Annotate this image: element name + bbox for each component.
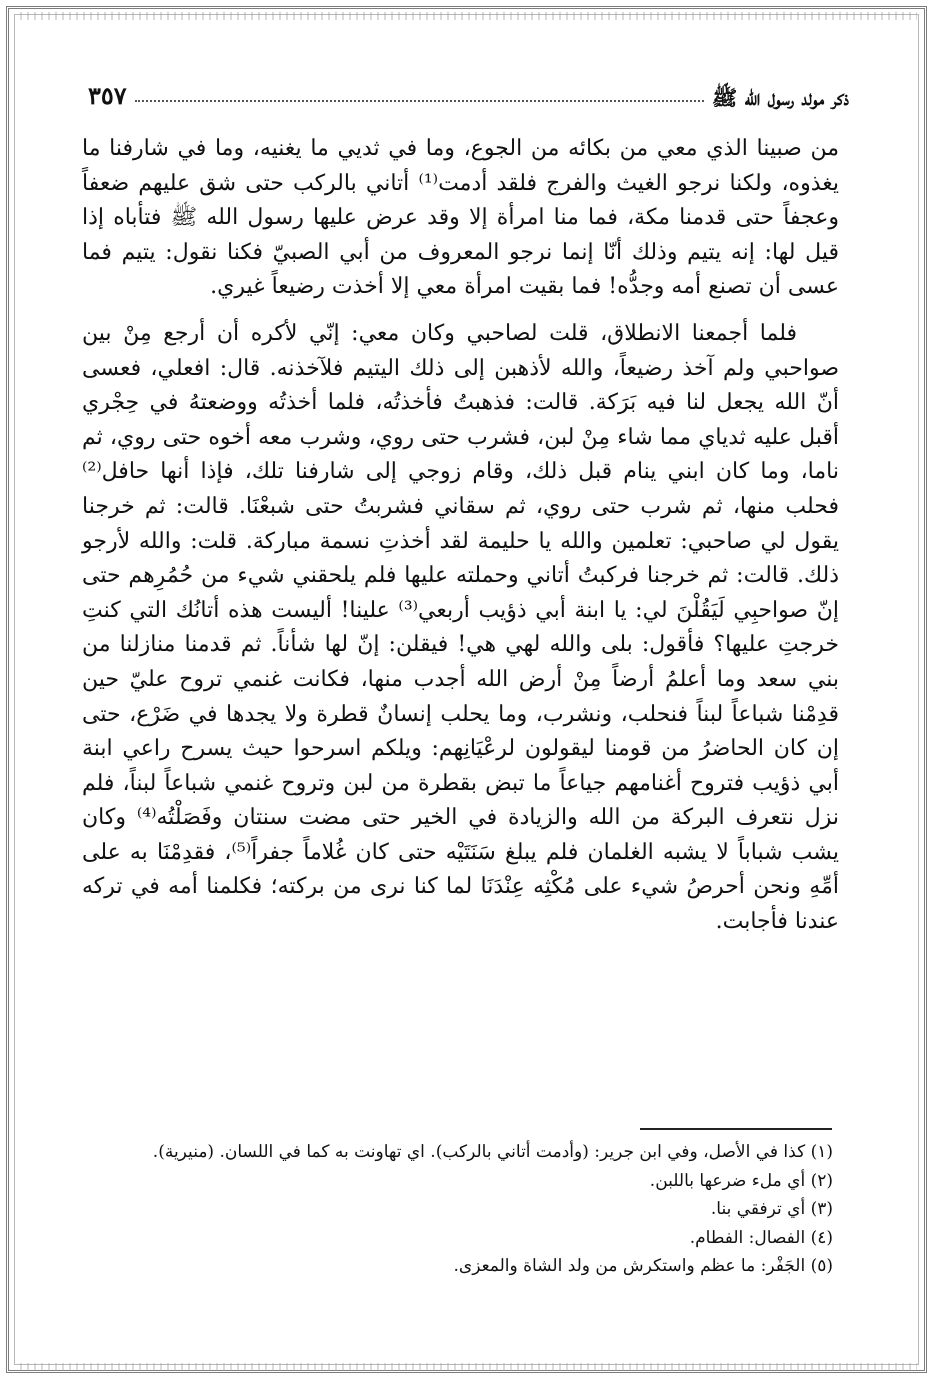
header-dotted-leader — [135, 100, 704, 102]
footnote-3: (٣) أي ترفقي بنا. — [710, 1199, 833, 1219]
footnote-1: (١) كذا في الأصل، وفي ابن جرير: (وأدمت أتاني بالركب). اي تهاونت به كما في اللسان. (منيرية). — [152, 1142, 833, 1162]
paragraph-2 — [82, 317, 839, 940]
bottom-border-ornament — [20, 1363, 917, 1371]
page-header — [88, 76, 849, 108]
paragraph-1: من صبينا الذي معي من بكائه من الجوع، وما في ثديي ما يغنيه، وما في شارفنا ما يغذوه، ولكنا نرجو الغيث والفرج فلقد أدمت⁽¹⁾ أتاني بالركب حتى شق عليهم ضعفاً وعجفاً حتى قدمنا مكة، فما منا امرأة إلا وقد عرض عليها رسول الله ﷺ فتأباه إذا قيل لها: إنه يتيم وذلك أنّا إنما نرجو المعروف من أبي الصبيّ فكنا نقول: يتيم فما عسى أن تصنع أمه وجدُّه! فما بقيت امرأة معي إلا أخذت رضيعاً غيري. — [82, 136, 839, 300]
footnote-2: (٢) أي ملء ضرعها باللبن. — [649, 1170, 833, 1191]
footnote-separator — [640, 1128, 832, 1130]
footnotes — [82, 1138, 833, 1281]
top-border-ornament — [20, 12, 917, 20]
main-text — [82, 132, 839, 940]
paragraph-2-text: فلما أجمعنا الانطلاق، قلت لصاحبي وكان معي: إنّي لأكره أن أرجع مِنْ بين صواحبي ولم آخذ رضيعاً، والله لأذهبن إلى ذلك اليتيم فلآخذنه. قال: افعلي، فعسى أنّ الله يجعل لنا فيه بَرَكة. قالت: فذهبتُ فأخذتُه، فلما أخذتُه ووضعتهُ في حِجْري أقبل عليه ثدياي مما شاء مِنْ لبن، فشرب حتى روي، وشرب معه أخوه حتى روي، ثم ناما، وما كان ابني ينام قبل ذلك، وقام زوجي إلى شارفنا تلك، فإذا أنها حافل⁽²⁾ فحلب منها، ثم شرب حتى روي، ثم سقاني فشربتُ حتى شبعْنَا. قالت: ثم خرجنا يقول لي صاحبي: تعلمين والله يا حليمة لقد أخذتِ نسمة مباركة. قلت: والله لأرجو ذلك. قالت: ثم خرجنا فركبتُ أتاني وحملته عليها فلم يلحقني شيء من حُمُرِهم حتى إنّ صواحبِي لَيَقُلْنَ لي: يا ابنة أبي ذؤيب أربعي⁽³⁾ علينا! أليست هذه أتانُك التي كنتِ خرجتِ عليها؟ فأقول: بلى والله لهي هي! فيقلن: إنّ لها شأناً. ثم قدمنا منازلنا من بني سعد وما أعلمُ أرضاً مِنْ أرض الله أجدب منها، فكانت غنمي تروح عليّ حين قدِمْنا شباعاً لبناً فنحلب، ونشرب، وما يحلب إنسانٌ قطرة ولا يجدها في ضَرْع، حتى إن كان الحاضرُ من قومنا ليقولون لرعْيَانِهم: ويلكم اسرحوا حيث يسرح راعي ابنة أبي ذؤيب فتروح أغنامهم جياعاً ما تبض بقطرة من لبن وتروح غنمي شباعاً لبناً، فلم نزل نتعرف البركة من الله والزيادة في الخير حتى مضت سنتان وفَصَلْتُه⁽⁴⁾ وكان يشب شباباً لا يشبه الغلمان فلم يبلغ سَنَتَيْه حتى كان غُلاماً جفراً⁽⁵⁾، فقدِمْنَا به على أمِّهِ ونحن أحرصُ شيء على مُكْثِه عِنْدَنَا لما كنا نرى من بركته؛ فكلمنا أمه في تركه عندنا فأجابت. — [82, 320, 840, 935]
running-title: ذكر مولد رسول الله ﷺ — [711, 85, 849, 110]
footnote-5: (٥) الجَفْر: ما عظم واستكرش من ولد الشاة والمعزى. — [453, 1256, 833, 1276]
page-number: ٣٥٧ — [88, 81, 127, 110]
footnote-4: (٤) الفصال: الفطام. — [689, 1227, 833, 1248]
